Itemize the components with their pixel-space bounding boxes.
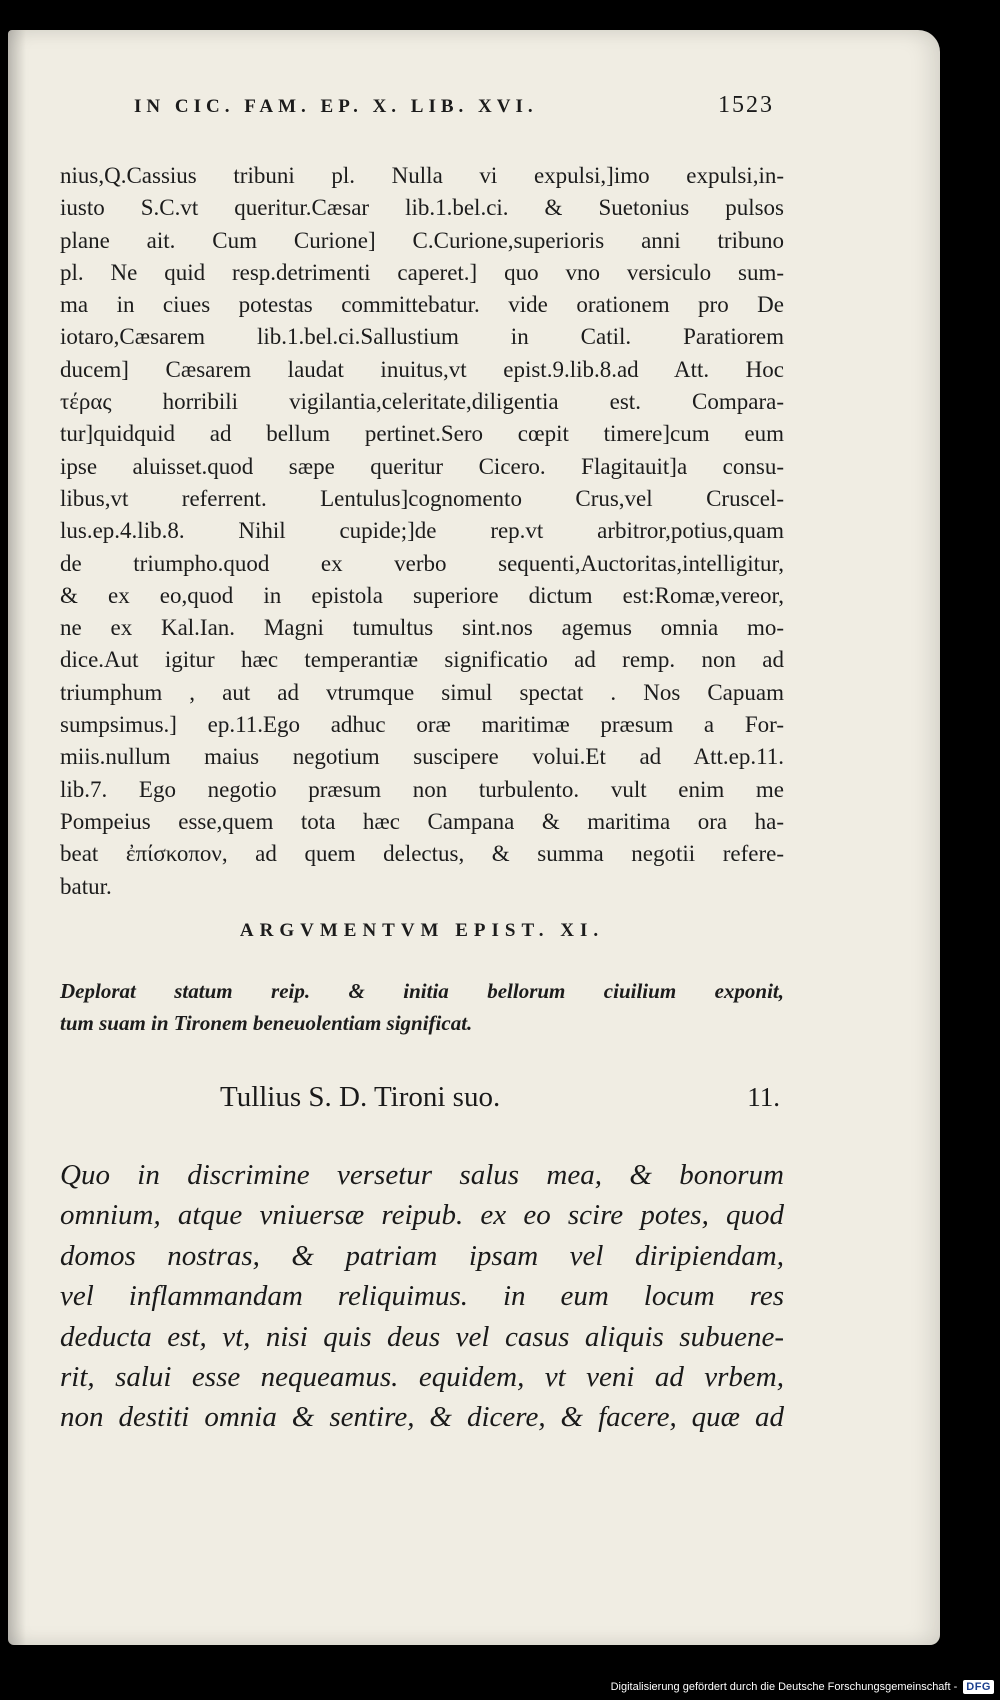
- commentary-line: de triumpho.quod ex verbo sequenti,Auctoritas,intelligitur,: [60, 550, 784, 576]
- argument-line: tum suam in Tironem beneuolentiam significat.: [60, 1011, 473, 1035]
- commentary-line: ducem] Cæsarem laudat inuitus,vt epist.9.lib.8.ad Att. Hoc: [60, 356, 784, 382]
- letter-body: [60, 1155, 784, 1438]
- running-head: IN CIC. FAM. EP. X. LIB. XVI.: [134, 96, 538, 117]
- commentary-line: nius,Q.Cassius tribuni pl. Nulla vi expulsi,]imo expulsi,in-: [60, 163, 784, 188]
- commentary-line: ne ex Kal.Ian. Magni tumultus sint.nos agemus omnia mo-: [60, 615, 784, 641]
- commentary-line: triumphum , aut ad vtrumque simul spectat . Nos Capuam: [60, 679, 784, 705]
- letter-line: Quo in discrimine versetur salus mea, & bonorum: [60, 1159, 784, 1191]
- page-number: 1523: [718, 92, 774, 118]
- page-header: [134, 92, 774, 119]
- commentary-line: iotaro,Cæsarem lib.1.bel.ci.Sallustium in Catil. Paratiorem: [60, 324, 784, 350]
- credit-text: Digitalisierung gefördert durch die Deutsche Forschungsgemeinschaft -: [610, 1681, 958, 1693]
- commentary-line: dice.Aut igitur hæc temperantiæ significatio ad remp. non ad: [60, 647, 784, 673]
- commentary-line: ma in ciues potestas committebatur. vide orationem pro De: [60, 292, 784, 318]
- argument-block: [60, 975, 784, 1039]
- commentary-line: sumpsimus.] ep.11.Ego adhuc oræ maritimæ præsum a For-: [60, 712, 784, 738]
- commentary-line: tur]quidquid ad bellum pertinet.Sero cœpit timere]cum eum: [60, 421, 784, 447]
- commentary-line: iusto S.C.vt queritur.Cæsar lib.1.bel.ci. & Suetonius pulsos: [60, 195, 784, 221]
- book-page: [8, 30, 940, 1645]
- letter-line: vel inflammandam reliquimus. in eum locum res: [60, 1280, 784, 1313]
- letter-number: 11.: [747, 1082, 780, 1112]
- commentary-line: beat ἐπίσκοπον, ad quem delectus, & summa negotii refere-: [60, 841, 784, 867]
- commentary-line: plane ait. Cum Curione] C.Curione,superioris anni tribuno: [60, 227, 784, 253]
- letter-title: Tullius S. D. Tironi suo.: [220, 1081, 501, 1113]
- digitization-credit: [611, 1680, 994, 1694]
- commentary-line: Pompeius esse,quem tota hæc Campana & maritima ora ha-: [60, 808, 784, 834]
- commentary-line: libus,vt referrent. Lentulus]cognomento Crus,vel Cruscel-: [60, 485, 784, 511]
- commentary-line: lus.ep.4.lib.8. Nihil cupide;]de rep.vt arbitror,potius,quam: [60, 518, 784, 544]
- commentary-block: [60, 160, 784, 903]
- argument-heading: ARGVMENTVM EPIST. XI.: [239, 920, 605, 941]
- argument-line: Deplorat statum reip. & initia bellorum ciuilium exponit,: [60, 979, 784, 1003]
- letter-line: deducta est, vt, nisi quis deus vel casus aliquis subuene-: [60, 1320, 784, 1353]
- commentary-line: τέρας horribili vigilantia,celeritate,diligentia est. Compara-: [60, 389, 784, 415]
- letter-line: domos nostras, & patriam ipsam vel diripiendam,: [60, 1239, 784, 1272]
- letter-line: omnium, atque vniuersæ reipub. ex eo scire potes, quod: [60, 1199, 784, 1232]
- commentary-line: ipse aluisset.quod sæpe queritur Cicero. Flagitauit]a consu-: [60, 453, 784, 479]
- dfg-logo: DFG: [963, 1680, 994, 1694]
- commentary-line: lib.7. Ego negotio præsum non turbulento. vult enim me: [60, 776, 784, 802]
- commentary-line: miis.nullum maius negotium suscipere volui.Et ad Att.ep.11.: [60, 744, 784, 770]
- letter-line: rit, salui esse nequeamus. equidem, vt veni ad vrbem,: [60, 1361, 784, 1394]
- commentary-line: batur.: [60, 873, 112, 899]
- page-gutter-shadow: [8, 30, 26, 1645]
- letter-line: non destiti omnia & sentire, & dicere, & facere, quæ ad: [60, 1401, 784, 1434]
- commentary-line: & ex eo,quod in epistola superiore dictum est:Romæ,vereor,: [60, 582, 784, 608]
- commentary-line: pl. Ne quid resp.detrimenti caperet.] quo vno versiculo sum-: [60, 259, 784, 285]
- letter-heading: [220, 1081, 780, 1114]
